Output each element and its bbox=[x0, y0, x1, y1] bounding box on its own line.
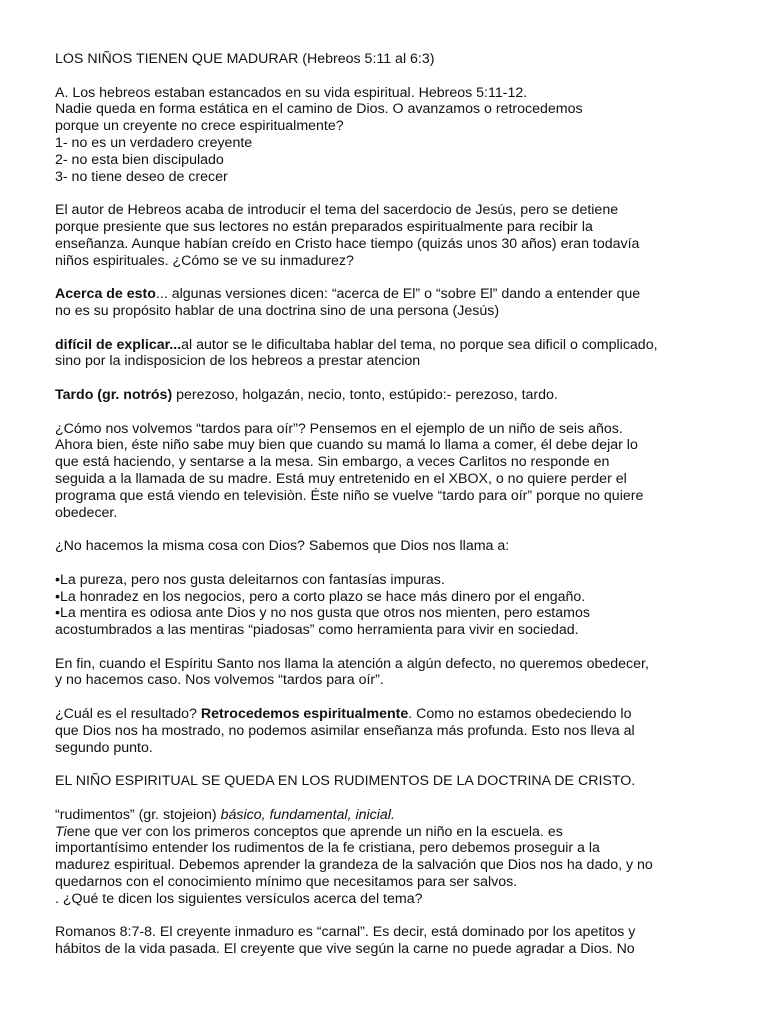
spacer bbox=[55, 908, 735, 925]
spacer bbox=[55, 404, 735, 421]
document-page bbox=[55, 51, 735, 958]
section-a-line: Nadie queda en forma estática en el camino de Dios. O avanzamos o retrocedemos bbox=[55, 101, 583, 118]
rudimentos-term: “rudimentos” (gr. stojeion) bbox=[55, 806, 221, 823]
spacer bbox=[55, 555, 735, 572]
rudimentos-line: . ¿Qué te dicen los siguientes versículos acerca del tema? bbox=[55, 890, 423, 907]
paragraph-line: niños espirituales. ¿Cómo se ve su inmadurez? bbox=[55, 252, 354, 269]
paragraph-line: El autor de Hebreos acaba de introducir el tema del sacerdocio de Jesús, pero se detiene bbox=[55, 202, 619, 219]
spacer bbox=[55, 68, 735, 85]
acerca-line bbox=[55, 286, 735, 303]
section-a-line: A. Los hebreos estaban estancados en su vida espiritual. Hebreos 5:11-12. bbox=[55, 84, 528, 101]
romanos-line: Romanos 8:7-8. El creyente inmaduro es “carnal”. Es decir, está dominado por los apetitos y bbox=[55, 924, 636, 941]
paragraph-line: seguida a la llamada de su madre. Está muy entretenido en el XBOX, o no quiere perder el bbox=[55, 470, 627, 487]
rudimentos-definition: básico, fundamental, inicial. bbox=[220, 806, 395, 823]
paragraph-line: En fin, cuando el Espíritu Santo nos llama la atención a algún defecto, no queremos obedecer, bbox=[55, 655, 649, 672]
romanos-line: hábitos de la vida pasada. El creyente que vive según la carne no puede agradar a Dios. No bbox=[55, 941, 635, 958]
rudimentos-line bbox=[55, 824, 735, 841]
reason-item: 1- no es un verdadero creyente bbox=[55, 134, 253, 151]
tardo-term: Tardo (gr. notrós) bbox=[55, 386, 173, 403]
dificil-line bbox=[55, 337, 735, 354]
acerca-term: Acerca de esto bbox=[55, 286, 156, 303]
spacer bbox=[55, 521, 735, 538]
resultado-emphasis: Retrocedemos espiritualmente bbox=[200, 706, 409, 723]
resultado-line: que Dios nos ha mostrado, no podemos asimilar enseñanza más profunda. Esto nos lleva al bbox=[55, 722, 635, 739]
paragraph-line: ¿Cómo nos volvemos “tardos para oír”? Pensemos en el ejemplo de un niño de seis años. bbox=[55, 420, 623, 437]
reason-item: 3- no tiene deseo de crecer bbox=[55, 168, 228, 185]
spacer bbox=[55, 185, 735, 202]
rudimentos-line bbox=[55, 807, 735, 824]
acerca-line: no es su propósito hablar de una doctrina sino de una persona (Jesús) bbox=[55, 302, 500, 319]
paragraph-line: Ahora bien, éste niño sabe muy bien que cuando su mamá lo llama a comer, él debe dejar lo bbox=[55, 437, 638, 454]
spacer bbox=[55, 320, 735, 337]
tardo-text: perezoso, holgazán, necio, tonto, estúpido:- perezoso, tardo. bbox=[172, 386, 558, 403]
section-heading: EL NIÑO ESPIRITUAL SE QUEDA EN LOS RUDIMENTOS DE LA DOCTRINA DE CRISTO. bbox=[55, 773, 636, 790]
rudimentos-text: ene que ver con los primeros conceptos que aprende un niño en la escuela. es bbox=[66, 823, 563, 840]
paragraph-line: programa que está viendo en televisiòn. Éste niño se vuelve “tardo para oír” porque no quiere bbox=[55, 487, 644, 504]
spacer bbox=[55, 689, 735, 706]
spacer bbox=[55, 370, 735, 387]
bullet-item: •La honradez en los negocios, pero a corto plazo se hace más dinero por el engaño. bbox=[55, 588, 586, 605]
bullet-item: •La pureza, pero nos gusta deleitarnos con fantasías impuras. bbox=[55, 571, 445, 588]
section-a-line: porque un creyente no crece espiritualmente? bbox=[55, 118, 344, 135]
dificil-line: sino por la indisposicion de los hebreos a prestar atencion bbox=[55, 353, 421, 370]
rudimentos-line: madurez espiritual. Debemos aprender la grandeza de la salvación que Dios nos ha dado, y no bbox=[55, 857, 653, 874]
document-title: LOS NIÑOS TIENEN QUE MADURAR (Hebreos 5:11 al 6:3) bbox=[55, 51, 435, 67]
resultado-line bbox=[55, 706, 735, 723]
spacer bbox=[55, 639, 735, 656]
dificil-term: difícil de explicar... bbox=[55, 336, 182, 353]
tardo-line bbox=[55, 387, 735, 404]
bullet-item: acostumbrados a las mentiras “piadosas” como herramienta para vivir en sociedad. bbox=[55, 622, 579, 639]
rudimentos-ti: Ti bbox=[55, 823, 67, 840]
spacer bbox=[55, 790, 735, 807]
paragraph-line: enseñanza. Aunque habían creído en Cristo hace tiempo (quizás unos 30 años) eran todavía bbox=[55, 235, 640, 252]
rudimentos-line: importantísimo entender los rudimentos de la fe cristiana, pero debemos proseguir a la bbox=[55, 840, 600, 857]
reason-item: 2- no esta bien discipulado bbox=[55, 151, 224, 168]
paragraph-line: ¿No hacemos la misma cosa con Dios? Sabemos que Dios nos llama a: bbox=[55, 538, 510, 555]
resultado-text: . Como no estamos obedeciendo lo bbox=[408, 706, 632, 723]
bullet-item: •La mentira es odiosa ante Dios y no nos gusta que otros nos mienten, pero estamos bbox=[55, 605, 590, 622]
rudimentos-line: quedarnos con el conocimiento mínimo que necesitamos para ser salvos. bbox=[55, 874, 518, 891]
paragraph-line: y no hacemos caso. Nos volvemos “tardos para oír”. bbox=[55, 672, 384, 689]
resultado-question: ¿Cuál es el resultado? bbox=[55, 706, 201, 723]
paragraph-line: obedecer. bbox=[55, 504, 118, 521]
paragraph-line: porque presiente que sus lectores no están preparados espiritualmente para recibir la bbox=[55, 218, 593, 235]
acerca-text: ... algunas versiones dicen: “acerca de El” o “sobre El” dando a entender que bbox=[155, 286, 641, 303]
paragraph-line: que está haciendo, y sentarse a la mesa. Sin embargo, a veces Carlitos no responde en bbox=[55, 454, 610, 471]
dificil-text: al autor se le dificultaba hablar del tema, no porque sea dificil o complicado, bbox=[181, 336, 658, 353]
spacer bbox=[55, 269, 735, 286]
resultado-line: segundo punto. bbox=[55, 739, 153, 756]
spacer bbox=[55, 756, 735, 773]
